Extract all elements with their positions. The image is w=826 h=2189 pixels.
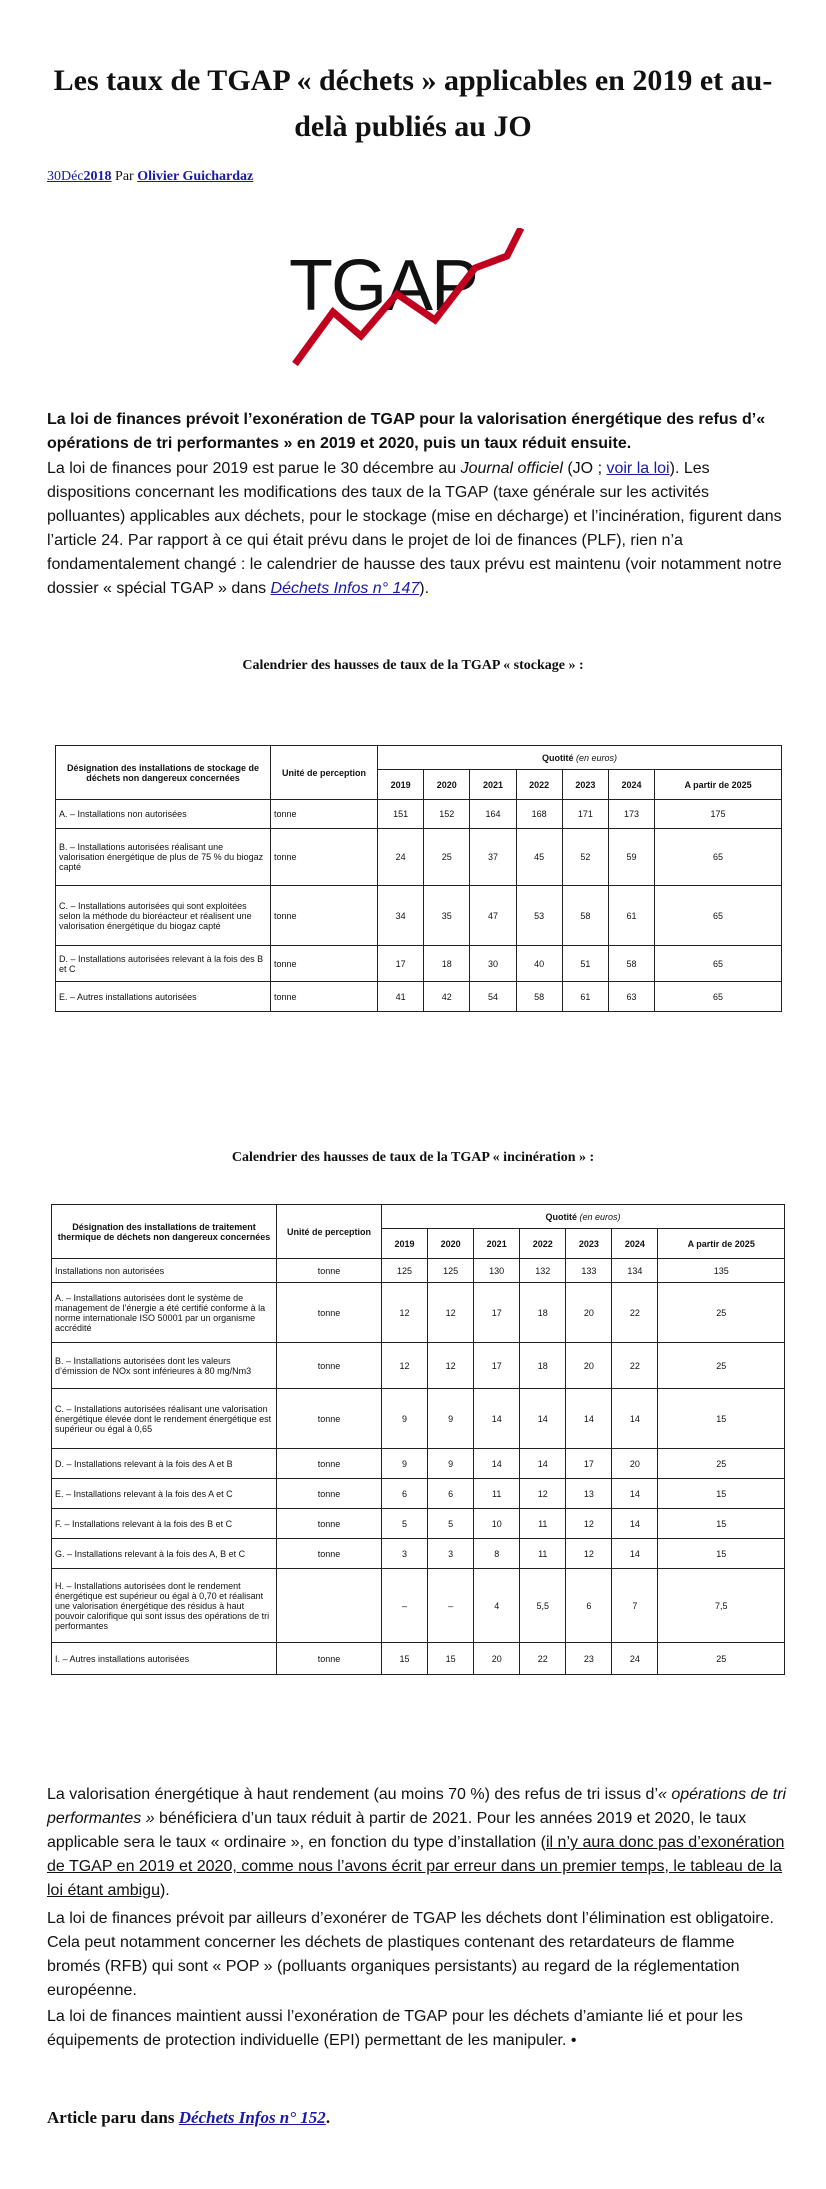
rate-cell: 6 — [428, 1479, 474, 1509]
table-row — [56, 800, 782, 829]
table-row — [52, 1259, 785, 1283]
rate-cell: 164 — [470, 800, 516, 829]
incineration-caption: Calendrier des hausses de taux de la TGAP « incinération » : — [231, 1150, 595, 1165]
rate-cell: 11 — [474, 1479, 520, 1509]
rate-cell: 168 — [516, 800, 562, 829]
rate-cell: 14 — [474, 1389, 520, 1449]
rate-cell: 5,5 — [520, 1569, 566, 1643]
row-unit: tonne — [271, 800, 378, 829]
rate-cell: 47 — [470, 886, 516, 946]
rate-cell: 25 — [424, 829, 470, 886]
rate-cell: 25 — [658, 1283, 785, 1343]
byline — [47, 169, 253, 185]
year-header: 2023 — [562, 770, 608, 800]
rate-cell: 24 — [378, 829, 424, 886]
rate-cell: 12 — [382, 1283, 428, 1343]
rate-cell: 11 — [520, 1509, 566, 1539]
table-row — [52, 1389, 785, 1449]
rate-cell: 17 — [566, 1449, 612, 1479]
table-row — [52, 1343, 785, 1389]
rate-cell: 130 — [474, 1259, 520, 1283]
row-unit: tonne — [277, 1509, 382, 1539]
rate-cell: 15 — [658, 1509, 785, 1539]
stockage-rates-table — [55, 745, 782, 1012]
rate-cell: 9 — [428, 1389, 474, 1449]
rate-cell: 25 — [658, 1343, 785, 1389]
rate-cell: 14 — [612, 1509, 658, 1539]
rate-cell: 65 — [655, 829, 782, 886]
row-designation: C. – Installations autorisées qui sont exploitées selon la méthode du bioréacteur et réalisent une valorisation énergétique du biogaz capté — [56, 886, 271, 946]
row-unit: tonne — [277, 1449, 382, 1479]
date-day: 30Déc — [47, 169, 84, 184]
row-designation: D. – Installations relevant à la fois des A et B — [52, 1449, 277, 1479]
rate-cell: 14 — [474, 1449, 520, 1479]
row-designation: E. – Installations relevant à la fois des A et C — [52, 1479, 277, 1509]
tgap-logo — [285, 228, 547, 372]
table-row — [56, 886, 782, 946]
rate-cell: 9 — [428, 1449, 474, 1479]
row-unit: tonne — [277, 1643, 382, 1675]
row-unit: tonne — [271, 946, 378, 982]
article-footer: Article paru dans Déchets Infos n° 152. — [47, 2108, 331, 2127]
year-header: 2023 — [566, 1229, 612, 1259]
rate-cell: 41 — [378, 982, 424, 1012]
rate-cell: 132 — [520, 1259, 566, 1283]
rate-cell: 25 — [658, 1643, 785, 1675]
row-designation: B. – Installations autorisées réalisant une valorisation énergétique de plus de 75 % du biogaz capté — [56, 829, 271, 886]
rate-cell: 45 — [516, 829, 562, 886]
row-unit: tonne — [277, 1283, 382, 1343]
rate-cell: 20 — [612, 1449, 658, 1479]
date-year: 2018 — [83, 169, 112, 184]
col-unite: Unité de perception — [271, 746, 378, 800]
exemption-paragraph: La loi de finances prévoit par ailleurs d’exonérer de TGAP les déchets dont l’élimination est obligatoire. Cela peut notamment concerner les déchets de plastiques contenant des retardateurs de flamme bromés (RFB) qui sont « POP » (polluants organiques persistants) au regard de la réglementation européenne. — [47, 1910, 774, 1999]
year-header: 2021 — [474, 1229, 520, 1259]
rate-cell: 17 — [378, 946, 424, 982]
row-unit — [277, 1569, 382, 1643]
rate-cell: 25 — [658, 1449, 785, 1479]
row-unit: tonne — [271, 829, 378, 886]
rate-cell: 22 — [612, 1283, 658, 1343]
year-header: 2019 — [382, 1229, 428, 1259]
rate-cell: 58 — [562, 886, 608, 946]
asbestos-paragraph: La loi de finances maintient aussi l’exonération de TGAP pour les déchets d’amiante lié et pour les équipements de protection individuelle (EPI) permettant de les manipuler. • — [47, 2008, 743, 2049]
incineration-rates-table — [51, 1204, 785, 1675]
rate-cell: 18 — [424, 946, 470, 982]
row-designation: Installations non autorisées — [52, 1259, 277, 1283]
rate-cell: 171 — [562, 800, 608, 829]
rate-cell: 12 — [520, 1479, 566, 1509]
table-row — [52, 1283, 785, 1343]
article-title: Les taux de TGAP « déchets » applicables en 2019 et au-delà publiés au JO — [53, 64, 773, 143]
row-designation: D. – Installations autorisées relevant à la fois des B et C — [56, 946, 271, 982]
rate-cell: 15 — [658, 1479, 785, 1509]
row-designation: A. – Installations non autorisées — [56, 800, 271, 829]
row-unit: tonne — [277, 1389, 382, 1449]
rate-cell: 9 — [382, 1389, 428, 1449]
rate-cell: 18 — [520, 1343, 566, 1389]
rate-cell: 151 — [378, 800, 424, 829]
author-link[interactable] — [137, 169, 253, 184]
rate-cell: – — [382, 1569, 428, 1643]
law-link[interactable]: voir la loi — [606, 460, 670, 477]
rate-cell: 35 — [424, 886, 470, 946]
author-name: Olivier Guichardaz — [137, 169, 254, 184]
rate-cell: 17 — [474, 1343, 520, 1389]
row-designation: B. – Installations autorisées dont les valeurs d’émission de NOx sont inférieures à 80 mg/Nm3 — [52, 1343, 277, 1389]
rate-cell: 37 — [470, 829, 516, 886]
table-row — [56, 829, 782, 886]
rate-cell: 58 — [608, 946, 654, 982]
row-unit: tonne — [277, 1259, 382, 1283]
rate-cell: 22 — [612, 1343, 658, 1389]
rate-cell: 20 — [474, 1643, 520, 1675]
rate-cell: 17 — [474, 1283, 520, 1343]
year-header: 2020 — [428, 1229, 474, 1259]
rate-cell: 24 — [612, 1643, 658, 1675]
row-designation: F. – Installations relevant à la fois des B et C — [52, 1509, 277, 1539]
rate-cell: 15 — [428, 1643, 474, 1675]
row-designation: I. – Autres installations autorisées — [52, 1643, 277, 1675]
rate-cell: 59 — [608, 829, 654, 886]
rate-cell: 173 — [608, 800, 654, 829]
rate-cell: 3 — [382, 1539, 428, 1569]
year-header: 2022 — [516, 770, 562, 800]
rate-cell: 30 — [470, 946, 516, 982]
rate-cell: 12 — [566, 1509, 612, 1539]
col-quotite: Quotité (en euros) — [382, 1205, 785, 1229]
rate-cell: 42 — [424, 982, 470, 1012]
rate-cell: 12 — [428, 1283, 474, 1343]
rate-cell: 15 — [658, 1389, 785, 1449]
rate-cell: 12 — [566, 1539, 612, 1569]
rate-cell: 7 — [612, 1569, 658, 1643]
row-designation: H. – Installations autorisées dont le rendement énergétique est supérieur ou égal à 0,70 et réalisant une valorisation énergétique des résidus à haut pouvoir calorifique qui sont issus des opérations de tri performantes — [52, 1569, 277, 1643]
lead-paragraph: La loi de finances prévoit l’exonération de TGAP pour la valorisation énergétique des refus d’« opérations de tri performantes » en 2019 et 2020, puis un taux réduit ensuite. — [47, 411, 766, 452]
rate-cell: 135 — [658, 1259, 785, 1283]
table-row — [52, 1509, 785, 1539]
table-row — [52, 1479, 785, 1509]
rate-cell: 14 — [520, 1449, 566, 1479]
rate-cell: 11 — [520, 1539, 566, 1569]
rate-cell: 22 — [520, 1643, 566, 1675]
rate-cell: 14 — [612, 1389, 658, 1449]
rate-cell: – — [428, 1569, 474, 1643]
rate-cell: 152 — [424, 800, 470, 829]
rate-cell: 40 — [516, 946, 562, 982]
rate-cell: 14 — [612, 1479, 658, 1509]
rate-cell: 65 — [655, 946, 782, 982]
rate-cell: 18 — [520, 1283, 566, 1343]
year-header: 2024 — [612, 1229, 658, 1259]
year-header: A partir de 2025 — [655, 770, 782, 800]
rate-cell: 15 — [382, 1643, 428, 1675]
rate-cell: 12 — [382, 1343, 428, 1389]
rate-cell: 23 — [566, 1643, 612, 1675]
rate-cell: 7,5 — [658, 1569, 785, 1643]
rate-cell: 125 — [382, 1259, 428, 1283]
row-designation: G. – Installations relevant à la fois des A, B et C — [52, 1539, 277, 1569]
rate-cell: 65 — [655, 982, 782, 1012]
table-row — [52, 1449, 785, 1479]
year-header: 2021 — [470, 770, 516, 800]
stockage-caption: Calendrier des hausses de taux de la TGAP « stockage » : — [242, 658, 584, 673]
rate-cell: 14 — [612, 1539, 658, 1569]
rate-cell: 4 — [474, 1569, 520, 1643]
row-unit: tonne — [271, 982, 378, 1012]
rate-cell: 6 — [566, 1569, 612, 1643]
rate-cell: 61 — [608, 886, 654, 946]
date-link[interactable] — [47, 169, 112, 184]
rate-cell: 13 — [566, 1479, 612, 1509]
rate-cell: 34 — [378, 886, 424, 946]
year-header: 2019 — [378, 770, 424, 800]
rate-cell: 65 — [655, 886, 782, 946]
rate-cell: 20 — [566, 1343, 612, 1389]
rate-cell: 133 — [566, 1259, 612, 1283]
table-row — [52, 1569, 785, 1643]
year-header: 2022 — [520, 1229, 566, 1259]
row-unit: tonne — [277, 1539, 382, 1569]
logo-text: TGAP — [289, 246, 478, 326]
row-unit: tonne — [271, 886, 378, 946]
rate-cell: 14 — [566, 1389, 612, 1449]
rate-cell: 12 — [428, 1343, 474, 1389]
row-designation: E. – Autres installations autorisées — [56, 982, 271, 1012]
rate-cell: 175 — [655, 800, 782, 829]
byline-by: Par — [115, 169, 134, 184]
reduced-rate-paragraph: La valorisation énergétique à haut rendement (au moins 70 %) des refus de tri issus d’« opérations de tri performantes » bénéficiera d’un taux réduit à partir de 2021. Pour les années 2019 et 2020, le taux applicable sera le taux « ordinaire », en fonction du type d’installation (il n’y aura donc pas d’exonération de TGAP en 2019 et 2020, comme nous l’avons écrit par erreur dans un premier temps, le tableau de la loi étant ambigu). — [47, 1786, 787, 1899]
col-designation: Désignation des installations de traitement thermique de déchets non dangereux concernées — [52, 1205, 277, 1259]
rate-cell: 134 — [612, 1259, 658, 1283]
table-row — [52, 1643, 785, 1675]
row-unit: tonne — [277, 1343, 382, 1389]
year-header: A partir de 2025 — [658, 1229, 785, 1259]
dechets-infos-147-link[interactable]: Déchets Infos n° 147 — [270, 580, 420, 597]
rate-cell: 58 — [516, 982, 562, 1012]
rate-cell: 53 — [516, 886, 562, 946]
rate-cell: 15 — [658, 1539, 785, 1569]
col-quotite: Quotité (en euros) — [378, 746, 782, 770]
rate-cell: 6 — [382, 1479, 428, 1509]
year-header: 2020 — [424, 770, 470, 800]
rate-cell: 54 — [470, 982, 516, 1012]
rate-cell: 51 — [562, 946, 608, 982]
rate-cell: 61 — [562, 982, 608, 1012]
rate-cell: 3 — [428, 1539, 474, 1569]
table-row — [52, 1539, 785, 1569]
rate-cell: 63 — [608, 982, 654, 1012]
rate-cell: 5 — [382, 1509, 428, 1539]
rate-cell: 20 — [566, 1283, 612, 1343]
row-designation: C. – Installations autorisées réalisant une valorisation énergétique élevée dont le rendement énergétique est supérieur ou égal à 0,65 — [52, 1389, 277, 1449]
col-designation: Désignation des installations de stockage de déchets non dangereux concernées — [56, 746, 271, 800]
table-row — [56, 982, 782, 1012]
rate-cell: 52 — [562, 829, 608, 886]
col-unite: Unité de perception — [277, 1205, 382, 1259]
table-row — [56, 946, 782, 982]
year-header: 2024 — [608, 770, 654, 800]
row-designation: A. – Installations autorisées dont le système de management de l’énergie a été certifié conforme à la norme internationale ISO 50001 par un organisme accrédité — [52, 1283, 277, 1343]
rate-cell: 14 — [520, 1389, 566, 1449]
rate-cell: 125 — [428, 1259, 474, 1283]
rate-cell: 5 — [428, 1509, 474, 1539]
rate-cell: 9 — [382, 1449, 428, 1479]
rate-cell: 8 — [474, 1539, 520, 1569]
rate-cell: 10 — [474, 1509, 520, 1539]
row-unit: tonne — [277, 1479, 382, 1509]
intro-paragraph: La loi de finances pour 2019 est parue le 30 décembre au Journal officiel (JO ; voir la loi). Les dispositions concernant les modifications des taux de la TGAP (taxe générale sur les activités polluantes) applicables aux déchets, pour le stockage (mise en décharge) et l’incinération, figurent dans l’article 24. Par rapport à ce qui était prévu dans le projet de loi de finances (PLF), rien n’a fondamentalement changé : le calendrier de hausse des taux prévu est maintenu (voir notamment notre dossier « spécial TGAP » dans Déchets Infos n° 147). — [47, 460, 782, 597]
dechets-infos-152-link[interactable]: Déchets Infos n° 152 — [178, 2108, 326, 2127]
